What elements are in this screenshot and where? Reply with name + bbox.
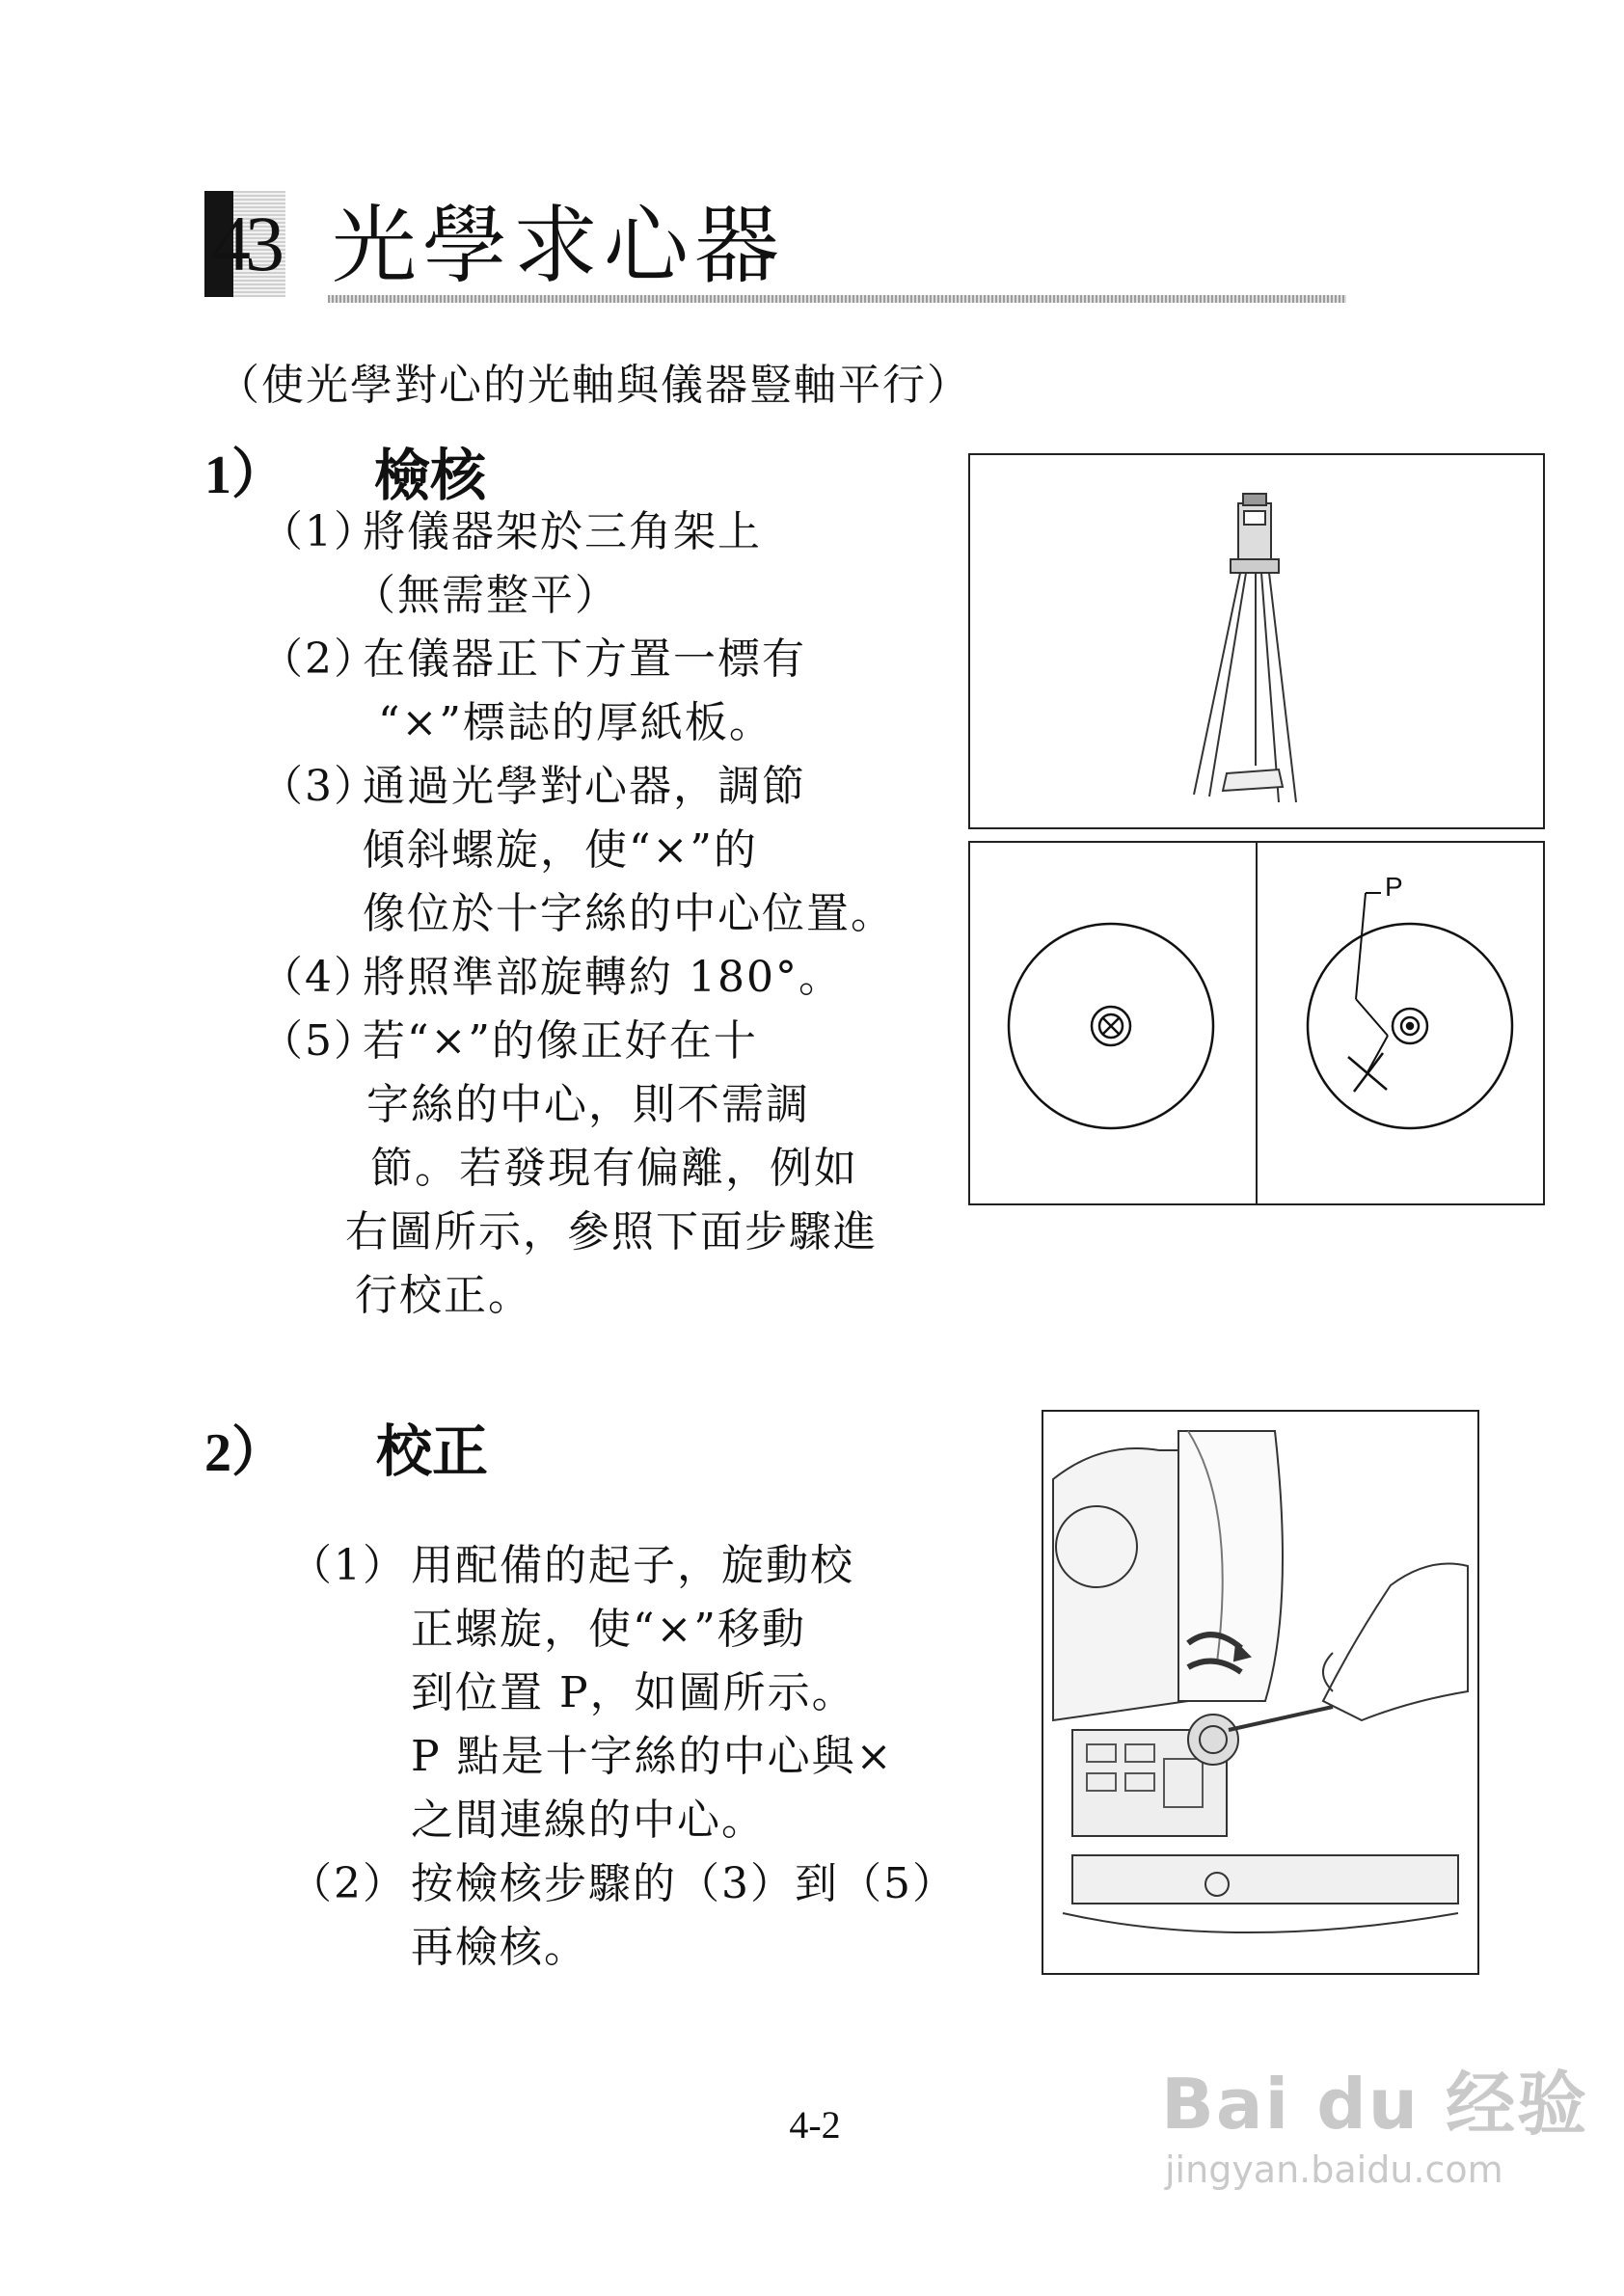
section1-title: 檢核: [374, 443, 487, 508]
step-line: 按檢核步驟的（3）到（5）: [411, 1859, 957, 1908]
step-number: （1）: [260, 507, 378, 556]
chapter-rule: [328, 295, 1346, 303]
step-line: “×”標誌的厚紙板。: [378, 698, 773, 747]
step-line: P 點是十字絲的中心與×: [411, 1732, 894, 1781]
step-number: （4）: [260, 953, 378, 1002]
step-line: 字絲的中心，則不需調: [366, 1080, 810, 1129]
step-number: （1）: [289, 1541, 407, 1590]
adjustment-figure: [1042, 1410, 1479, 1975]
adjustment-illustration: [1043, 1412, 1477, 1973]
reticle-illustration: [970, 843, 1543, 1203]
step-line: 再檢核。: [411, 1923, 588, 1972]
section2-title: 校正: [376, 1418, 489, 1484]
watermark-logo: Bai du 经验: [1161, 2064, 1589, 2145]
watermark-url: jingyan.baidu.com: [1165, 2148, 1503, 2191]
step-line: 傾斜螺旋，使“×”的: [363, 825, 758, 875]
step-line: 到位置 P，如圖所示。: [411, 1668, 856, 1717]
step-line: 用配備的起子，旋動校: [411, 1541, 854, 1590]
step-line: 正螺旋，使“×”移動: [411, 1605, 806, 1654]
step-number: （3）: [260, 762, 378, 811]
step-line: 右圖所示，參照下面步驟進: [345, 1207, 878, 1256]
step-line: 若“×”的像正好在十: [363, 1016, 758, 1066]
step-number: （2）: [289, 1859, 407, 1908]
figure-label-p: P: [1385, 872, 1403, 902]
chapter-title: 光學求心器: [332, 196, 786, 295]
step-line: 像位於十字絲的中心位置。: [363, 889, 895, 938]
step-line: 之間連線的中心。: [411, 1796, 766, 1845]
step-line: 通過光學對心器，調節: [363, 762, 806, 811]
tripod-illustration: [970, 455, 1543, 827]
section2-number: 2）: [204, 1423, 285, 1483]
step-line: 節。若發現有偏離，例如: [370, 1144, 858, 1193]
step-line: （無需整平）: [353, 571, 619, 620]
page-number: 4-2: [789, 2103, 841, 2147]
section1-number: 1）: [204, 446, 285, 505]
step-number: （5）: [260, 1016, 378, 1066]
tripod-figure: [968, 453, 1545, 829]
chapter-number: 43: [204, 191, 285, 297]
reticle-figure: [968, 841, 1545, 1205]
step-line: 將儀器架於三角架上: [363, 507, 762, 556]
chapter-subtitle: （使光學對心的光軸與儀器豎軸平行）: [217, 361, 971, 410]
step-line: 將照準部旋轉約 180°。: [363, 953, 843, 1002]
step-line: 行校正。: [355, 1271, 532, 1320]
step-number: （2）: [260, 635, 378, 684]
step-line: 在儀器正下方置一標有: [363, 635, 806, 684]
